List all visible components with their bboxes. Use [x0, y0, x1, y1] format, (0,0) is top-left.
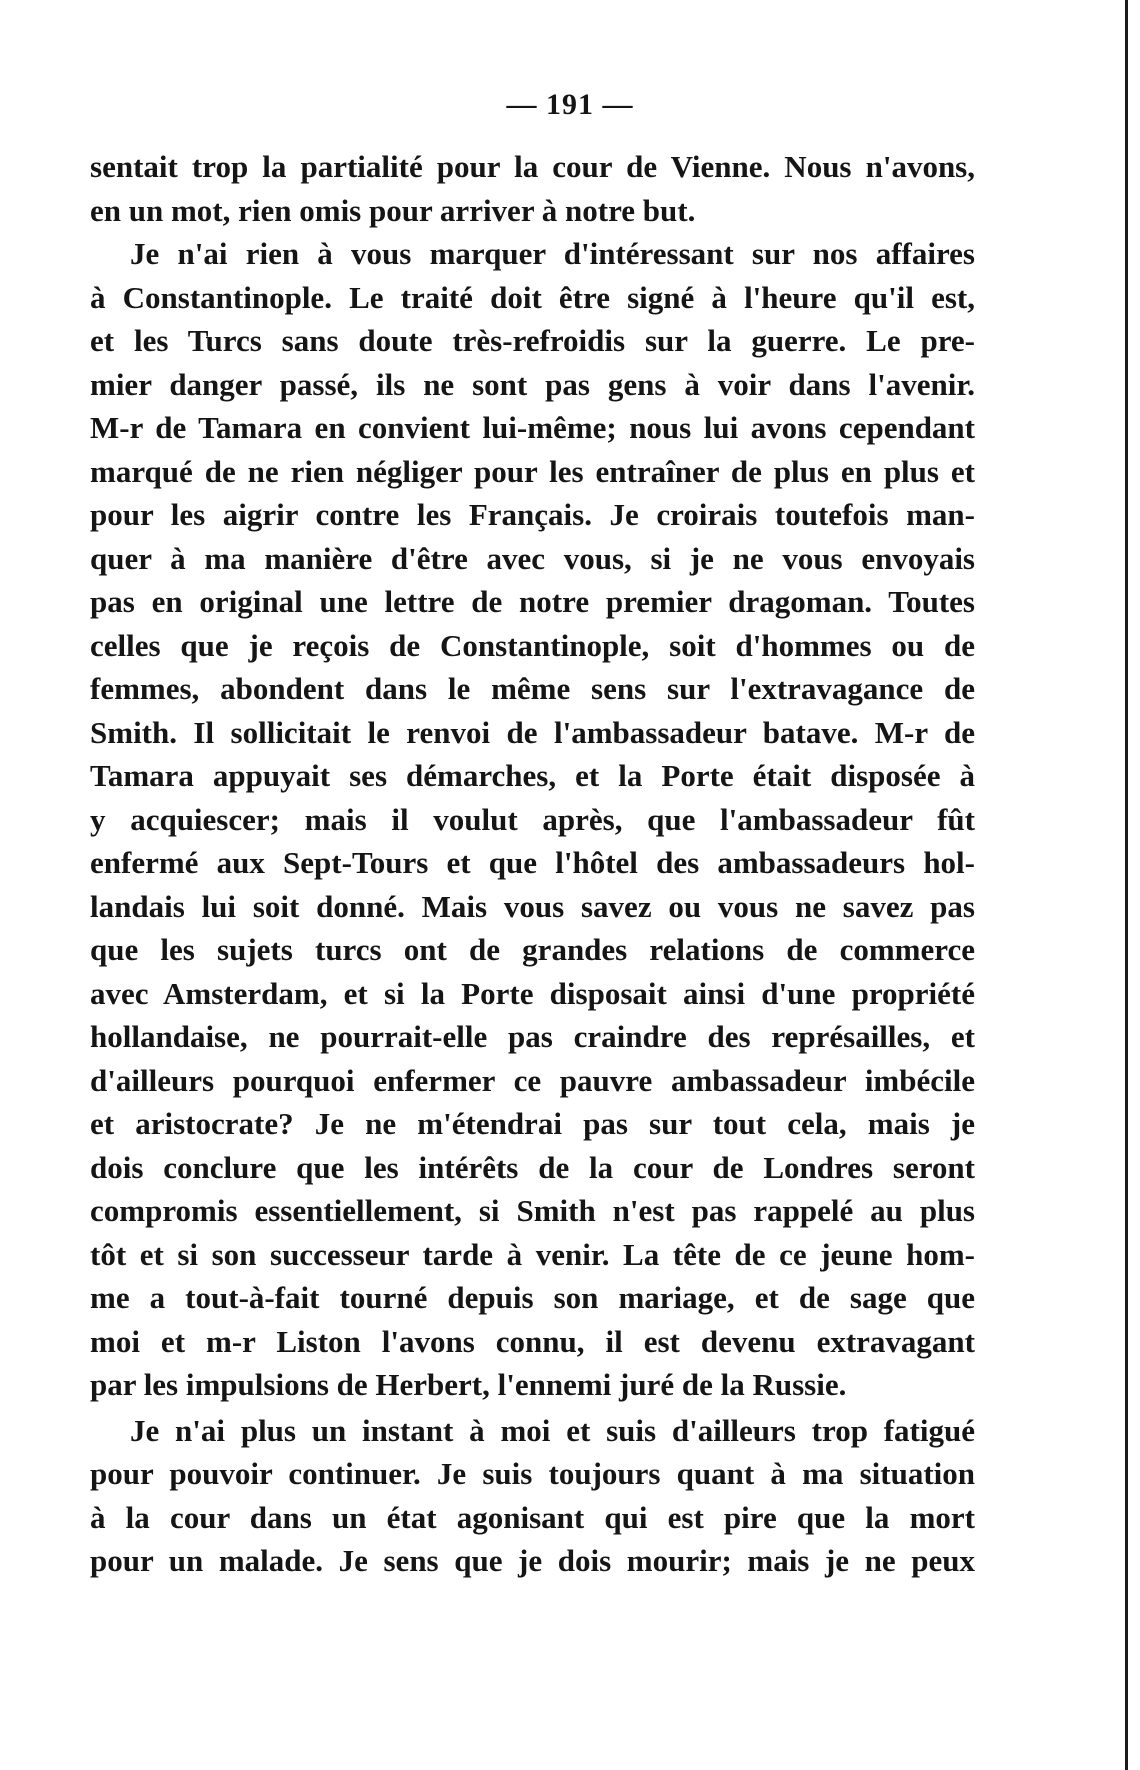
text-line: par les impulsions de Herbert, l'ennemi juré de la Russie.	[90, 1367, 847, 1402]
text-line: marqué de ne rien négliger pour les entraîner de plus en plus et	[90, 453, 975, 489]
paragraph-start-line: Je n'ai plus un instant à moi et suis d'ailleurs trop fatigué	[130, 1412, 975, 1448]
text-line: enfermé aux Sept-Tours et que l'hôtel des ambassadeurs hol-	[90, 845, 975, 880]
text-line: tôt et si son successeur tarde à venir. La tête de ce jeune hom-	[90, 1236, 975, 1272]
paragraph-start-line: Je n'ai rien à vous marquer d'intéressant sur nos affaires	[130, 236, 975, 271]
text-line: celles que je reçois de Constantinople, soit d'hommes ou de	[90, 627, 975, 663]
text-line: Tamara appuyait ses démarches, et la Porte était disposée à	[90, 758, 975, 793]
body-text	[90, 145, 975, 1583]
text-line: Smith. Il sollicitait le renvoi de l'ambassadeur batave. M-r de	[90, 714, 975, 750]
text-line: à la cour dans un état agonisant qui est pire que la mort	[90, 1499, 975, 1535]
text-line: me a tout-à-fait tourné depuis son mariage, et de sage que	[90, 1280, 975, 1315]
page-edge-rule	[1125, 0, 1128, 1770]
text-line: que les sujets turcs ont de grandes relations de commerce	[90, 932, 975, 967]
text-line: pas en original une lettre de notre premier dragoman. Toutes	[90, 584, 975, 619]
text-line: mier danger passé, ils ne sont pas gens à voir dans l'avenir.	[90, 366, 975, 402]
text-line: dois conclure que les intérêts de la cour de Londres seront	[90, 1149, 975, 1185]
text-line: d'ailleurs pourquoi enfermer ce pauvre ambassadeur imbécile	[90, 1062, 975, 1098]
page-number: — 191 —	[506, 88, 634, 121]
text-line: landais lui soit donné. Mais vous savez ou vous ne savez pas	[90, 888, 975, 924]
text-line: pour pouvoir continuer. Je suis toujours quant à ma situation	[90, 1456, 975, 1491]
text-line: hollandaise, ne pourrait-elle pas craindre des représailles, et	[90, 1019, 975, 1054]
text-line: y acquiescer; mais il voulut après, que l'ambassadeur fût	[90, 801, 975, 837]
text-line: pour les aigrir contre les Français. Je croirais toutefois man-	[90, 497, 975, 532]
text-line: avec Amsterdam, et si la Porte disposait ainsi d'une propriété	[90, 975, 975, 1011]
text-line: femmes, abondent dans le même sens sur l'extravagance de	[90, 671, 975, 706]
text-line: et aristocrate? Je ne m'étendrai pas sur tout cela, mais je	[90, 1106, 975, 1141]
text-line: compromis essentiellement, si Smith n'est pas rappelé au plus	[90, 1193, 975, 1228]
text-line: en un mot, rien omis pour arriver à notre but.	[90, 192, 696, 228]
text-line: pour un malade. Je sens que je dois mourir; mais je ne peux	[90, 1543, 975, 1578]
text-line: et les Turcs sans doute très-refroidis sur la guerre. Le pre-	[90, 323, 975, 358]
text-line: quer à ma manière d'être avec vous, si je ne vous envoyais	[90, 540, 975, 576]
text-line: M-r de Tamara en convient lui-même; nous lui avons cependant	[90, 410, 975, 445]
text-line: à Constantinople. Le traité doit être signé à l'heure qu'il est,	[90, 279, 975, 315]
text-line: sentait trop la partialité pour la cour de Vienne. Nous n'avons,	[90, 149, 975, 184]
text-line: moi et m-r Liston l'avons connu, il est devenu extravagant	[90, 1323, 975, 1359]
